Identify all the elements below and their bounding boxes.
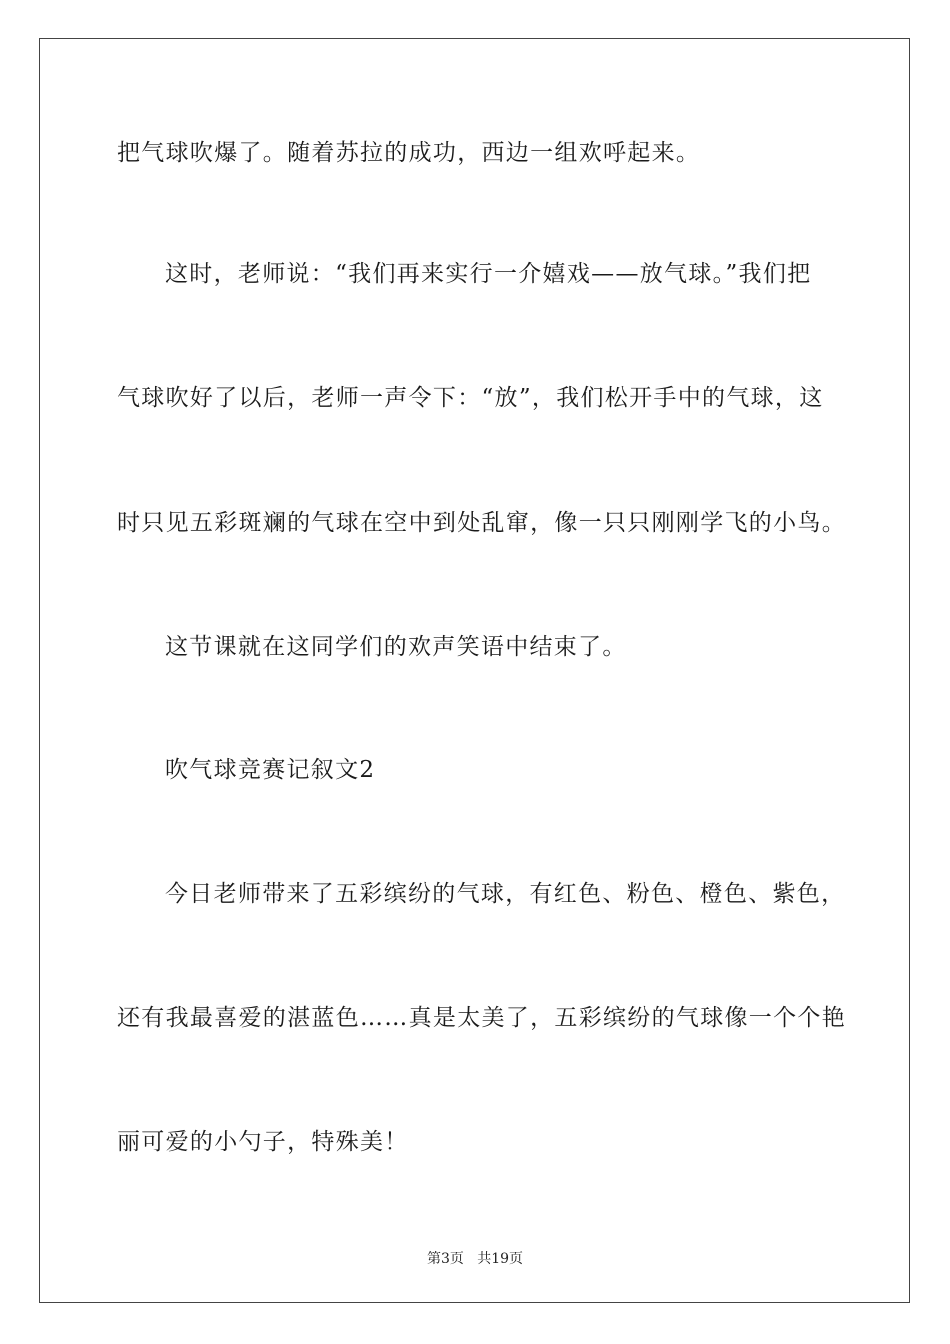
- page-number-footer: 第3页 共19页: [426, 1251, 524, 1267]
- text-line-7: 今日老师带来了五彩缤纷的气球，有红色、粉色、橙色、紫色，: [165, 881, 846, 907]
- section-heading: 吹气球竞赛记叙文2: [165, 757, 376, 783]
- text-line-8: 还有我最喜爱的湛蓝色……真是太美了，五彩缤纷的气球像一个个艳: [117, 1005, 846, 1031]
- text-line-5: 这节课就在这同学们的欢声笑语中结束了。: [165, 634, 627, 660]
- text-line-3: 气球吹好了以后，老师一声令下：“放”，我们松开手中的气球，这: [117, 385, 824, 411]
- page-border: [39, 38, 910, 1303]
- text-line-4: 时只见五彩斑斓的气球在空中到处乱窜，像一只只刚刚学飞的小鸟。: [117, 510, 846, 536]
- text-line-1: 把气球吹爆了。随着苏拉的成功，西边一组欢呼起来。: [117, 140, 701, 166]
- text-line-2: 这时，老师说：“我们再来实行一介嬉戏——放气球。”我们把: [165, 261, 812, 287]
- text-line-9: 丽可爱的小勺子，特殊美！: [117, 1129, 409, 1155]
